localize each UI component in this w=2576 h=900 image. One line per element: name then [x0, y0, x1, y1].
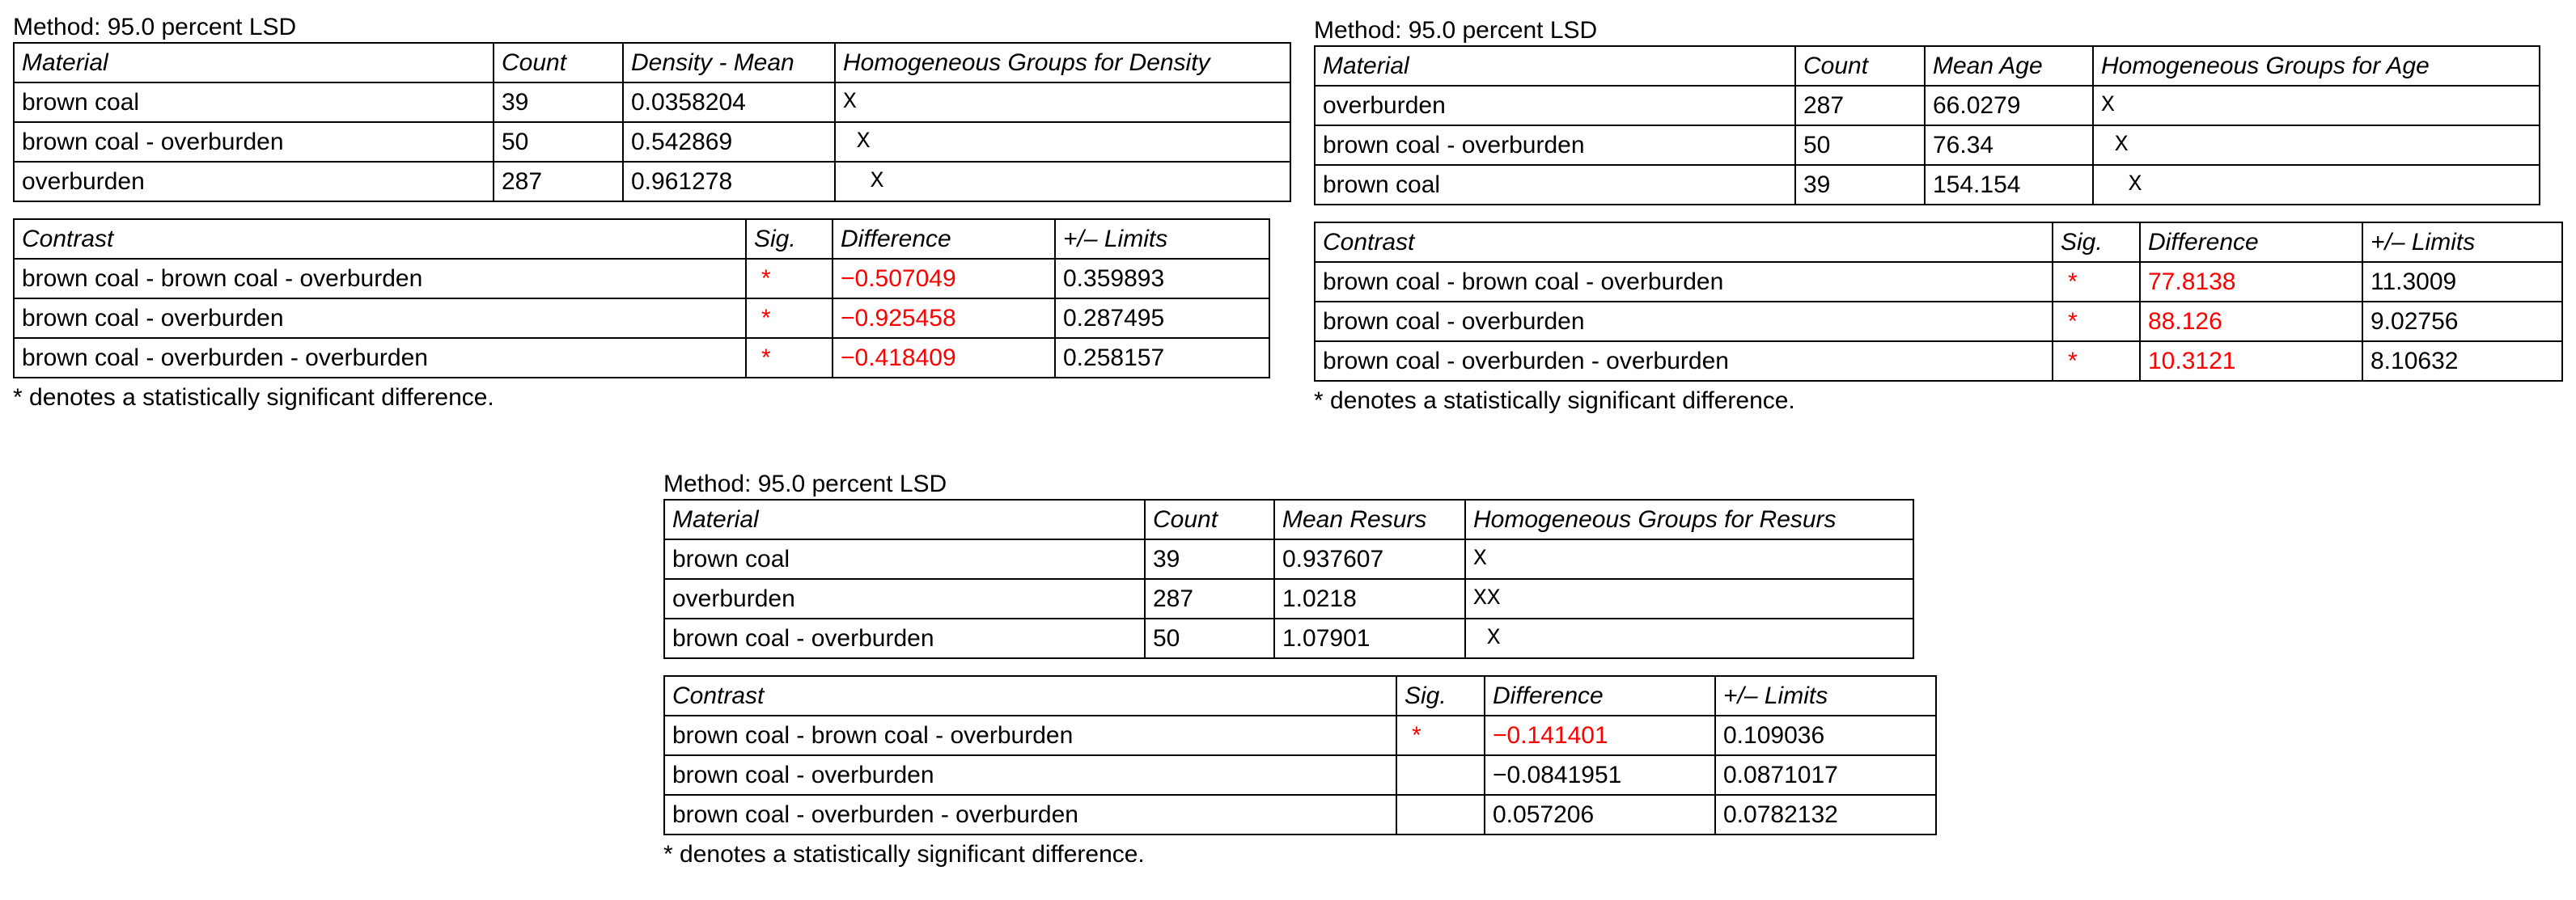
table-row — [1315, 302, 2562, 341]
contrast-cell: brown coal - brown coal - overburden — [664, 716, 1396, 755]
material-cell: brown coal — [1315, 165, 1795, 205]
count-cell: 50 — [494, 122, 623, 162]
col-header-groups: Homogeneous Groups for Age — [2093, 46, 2540, 86]
table-row — [1315, 86, 2540, 125]
limits-cell: 11.3009 — [2362, 262, 2562, 302]
groups-cell — [2093, 125, 2540, 165]
col-header-limits: +/– Limits — [2362, 222, 2562, 262]
sig-star: * — [1396, 716, 1485, 755]
method-label: Method: 95.0 percent LSD — [1314, 17, 1598, 44]
col-header-sig: Sig. — [1396, 676, 1485, 716]
limits-cell: 0.0782132 — [1715, 795, 1936, 835]
material-cell: brown coal — [664, 539, 1145, 579]
material-cell: overburden — [14, 162, 494, 201]
difference-cell: −0.507049 — [833, 259, 1055, 298]
col-header-difference: Difference — [2140, 222, 2362, 262]
table-row — [14, 259, 1269, 298]
difference-cell: 0.057206 — [1485, 795, 1715, 835]
group-marker: X — [1473, 547, 1487, 572]
groups-cell — [835, 82, 1290, 122]
count-cell: 50 — [1795, 125, 1925, 165]
sig-star: * — [746, 259, 833, 298]
count-cell: 39 — [494, 82, 623, 122]
table-row — [664, 579, 1913, 619]
limits-cell: 0.109036 — [1715, 716, 1936, 755]
table-row — [14, 122, 1290, 162]
contrast-cell: brown coal - overburden — [14, 298, 746, 338]
difference-cell: 10.3121 — [2140, 341, 2362, 381]
count-cell: 39 — [1795, 165, 1925, 205]
col-header-groups: Homogeneous Groups for Resurs — [1465, 500, 1913, 539]
col-header-count: Count — [1795, 46, 1925, 86]
material-cell: overburden — [1315, 86, 1795, 125]
group-marker: X — [843, 129, 871, 154]
limits-cell: 0.258157 — [1055, 338, 1269, 378]
count-cell: 39 — [1145, 539, 1274, 579]
mean-cell: 0.542869 — [623, 122, 835, 162]
sig-star: * — [746, 338, 833, 378]
table-row — [664, 716, 1936, 755]
group-marker: X — [2101, 133, 2129, 158]
col-header-difference: Difference — [1485, 676, 1715, 716]
table-header-row — [664, 676, 1936, 716]
table-header-row — [1315, 46, 2540, 86]
col-header-limits: +/– Limits — [1055, 219, 1269, 259]
group-marker: X — [843, 169, 884, 194]
col-header-sig: Sig. — [746, 219, 833, 259]
count-cell: 50 — [1145, 619, 1274, 658]
mean-cell: 76.34 — [1925, 125, 2093, 165]
material-cell: brown coal - overburden — [664, 619, 1145, 658]
limits-cell: 8.10632 — [2362, 341, 2562, 381]
group-marker: XX — [1473, 586, 1501, 611]
col-header-contrast: Contrast — [14, 219, 746, 259]
difference-cell: −0.0841951 — [1485, 755, 1715, 795]
mean-cell: 1.0218 — [1274, 579, 1465, 619]
sig-star: * — [2053, 302, 2140, 341]
age-contrast-table — [1314, 222, 2563, 382]
sig-star: * — [2053, 262, 2140, 302]
limits-cell: 0.0871017 — [1715, 755, 1936, 795]
sig-star — [1396, 795, 1485, 835]
age-means-table — [1314, 45, 2540, 205]
col-header-material: Material — [14, 43, 494, 82]
material-cell: brown coal — [14, 82, 494, 122]
col-header-contrast: Contrast — [1315, 222, 2053, 262]
material-cell: brown coal - overburden — [14, 122, 494, 162]
resurs-panel — [663, 470, 1937, 869]
material-cell: overburden — [664, 579, 1145, 619]
group-marker: X — [1473, 626, 1501, 651]
difference-cell: −0.418409 — [833, 338, 1055, 378]
contrast-cell: brown coal - overburden — [1315, 302, 2053, 341]
groups-cell — [2093, 165, 2540, 205]
count-cell: 287 — [1795, 86, 1925, 125]
density-contrast-table — [13, 218, 1270, 378]
material-cell: brown coal - overburden — [1315, 125, 1795, 165]
col-header-contrast: Contrast — [664, 676, 1396, 716]
difference-cell: −0.925458 — [833, 298, 1055, 338]
col-header-groups: Homogeneous Groups for Density — [835, 43, 1290, 82]
age-panel — [1314, 16, 2563, 416]
limits-cell: 0.359893 — [1055, 259, 1269, 298]
contrast-cell: brown coal - overburden - overburden — [664, 795, 1396, 835]
groups-cell — [1465, 579, 1913, 619]
table-row — [14, 338, 1269, 378]
significance-footnote: * denotes a statistically significant difference. — [663, 841, 1145, 868]
resurs-contrast-table — [663, 675, 1937, 835]
col-header-mean: Density - Mean — [623, 43, 835, 82]
groups-cell — [2093, 86, 2540, 125]
col-header-material: Material — [664, 500, 1145, 539]
table-row — [664, 619, 1913, 658]
density-means-table — [13, 42, 1291, 202]
contrast-cell: brown coal - brown coal - overburden — [1315, 262, 2053, 302]
table-header-row — [14, 219, 1269, 259]
sig-star — [1396, 755, 1485, 795]
col-header-mean: Mean Resurs — [1274, 500, 1465, 539]
col-header-mean: Mean Age — [1925, 46, 2093, 86]
table-row — [14, 298, 1269, 338]
mean-cell: 154.154 — [1925, 165, 2093, 205]
difference-cell: 88.126 — [2140, 302, 2362, 341]
col-header-difference: Difference — [833, 219, 1055, 259]
resurs-means-table — [663, 499, 1914, 659]
group-marker: X — [2101, 172, 2142, 197]
sig-star: * — [746, 298, 833, 338]
col-header-count: Count — [494, 43, 623, 82]
count-cell: 287 — [1145, 579, 1274, 619]
col-header-limits: +/– Limits — [1715, 676, 1936, 716]
mean-cell: 0.961278 — [623, 162, 835, 201]
group-marker: X — [2101, 93, 2115, 118]
limits-cell: 0.287495 — [1055, 298, 1269, 338]
table-header-row — [1315, 222, 2562, 262]
groups-cell — [835, 162, 1290, 201]
mean-cell: 1.07901 — [1274, 619, 1465, 658]
groups-cell — [835, 122, 1290, 162]
mean-cell: 0.0358204 — [623, 82, 835, 122]
col-header-count: Count — [1145, 500, 1274, 539]
density-panel — [13, 13, 1291, 412]
sig-star: * — [2053, 341, 2140, 381]
contrast-cell: brown coal - overburden — [664, 755, 1396, 795]
mean-cell: 0.937607 — [1274, 539, 1465, 579]
table-row — [1315, 262, 2562, 302]
table-row — [1315, 125, 2540, 165]
contrast-cell: brown coal - overburden - overburden — [1315, 341, 2053, 381]
contrast-cell: brown coal - brown coal - overburden — [14, 259, 746, 298]
difference-cell: 77.8138 — [2140, 262, 2362, 302]
table-row — [1315, 341, 2562, 381]
table-row — [664, 795, 1936, 835]
groups-cell — [1465, 539, 1913, 579]
table-header-row — [14, 43, 1290, 82]
contrast-cell: brown coal - overburden - overburden — [14, 338, 746, 378]
col-header-material: Material — [1315, 46, 1795, 86]
table-row — [14, 162, 1290, 201]
table-row — [1315, 165, 2540, 205]
limits-cell: 9.02756 — [2362, 302, 2562, 341]
count-cell: 287 — [494, 162, 623, 201]
method-label: Method: 95.0 percent LSD — [663, 471, 947, 497]
significance-footnote: * denotes a statistically significant difference. — [1314, 387, 1795, 414]
table-row — [664, 755, 1936, 795]
group-marker: X — [843, 90, 857, 115]
method-label: Method: 95.0 percent LSD — [13, 14, 297, 40]
table-row — [664, 539, 1913, 579]
difference-cell: −0.141401 — [1485, 716, 1715, 755]
col-header-sig: Sig. — [2053, 222, 2140, 262]
significance-footnote: * denotes a statistically significant difference. — [13, 384, 494, 411]
mean-cell: 66.0279 — [1925, 86, 2093, 125]
table-header-row — [664, 500, 1913, 539]
groups-cell — [1465, 619, 1913, 658]
table-row — [14, 82, 1290, 122]
